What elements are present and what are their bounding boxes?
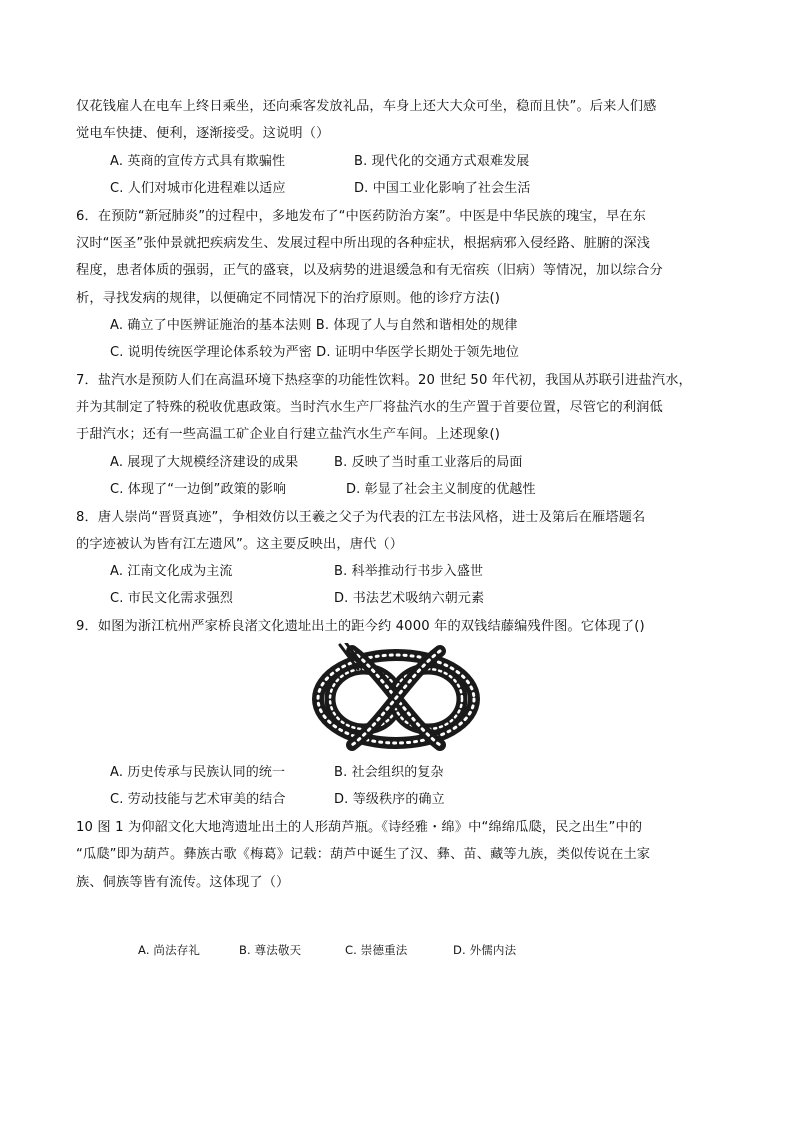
q6-options-ab[interactable]: A. 确立了中医辨证施治的基本法则 B. 体现了人与自然和谐相处的规律 — [110, 318, 518, 333]
q9-option-a[interactable]: A. 历史传承与民族认同的统一 — [110, 765, 286, 780]
knot-strands — [318, 643, 474, 745]
q6-options-cd[interactable]: C. 说明传统医学理论体系较为严密 D. 证明中华医学长期处于领先地位 — [110, 345, 519, 360]
q5-option-c[interactable]: C. 人们对城市化进程难以适应 — [110, 181, 286, 196]
q5-option-d[interactable]: D. 中国工业化影响了社会生活 — [354, 181, 531, 196]
q5-option-b[interactable]: B. 现代化的交通方式艰难发展 — [354, 154, 530, 169]
q7-stem-line-2: 并为其制定了特殊的税收优惠政策。当时汽水生产厂将盐汽水的生产置于首要位置，尽管它的利润低 — [76, 400, 663, 415]
q5-stem-line-2: 觉电车快捷、便利，逐渐接受。这说明（） — [76, 126, 330, 141]
q10-option-d[interactable]: D. 外儒内法 — [453, 943, 517, 957]
q8-option-b[interactable]: B. 科举推动行书步入盛世 — [334, 564, 484, 579]
q8-option-a[interactable]: A. 江南文化成为主流 — [110, 564, 233, 579]
q6-stem-line-4: 析，寻找发病的规律，以便确定不同情况下的治疗原则。他的诊疗方法() — [76, 291, 501, 306]
q10-stem-line-1: 10 图 1 为仰韶文化大地湾遗址出土的人形葫芦瓶。《诗经雅・绵》中“绵绵瓜瓞，民之出生”中的 — [76, 820, 643, 835]
q9-option-b[interactable]: B. 社会组织的复杂 — [334, 765, 444, 780]
q8-stem-line-1: 8．唐人崇尚“晋贤真迹”，争相效仿以王羲之父子为代表的江左书法风格，进士及第后在雁塔题名 — [76, 510, 646, 525]
q10-option-a[interactable]: A. 尚法存礼 — [138, 943, 201, 957]
q6-stem-line-1: 6．在预防“新冠肺炎”的过程中，多地发布了“中医药防治方案”。中医是中华民族的瑰宝，早在东 — [76, 209, 646, 224]
q10-option-c[interactable]: C. 崇德重法 — [345, 943, 408, 957]
q7-option-b[interactable]: B. 反映了当时重工业落后的局面 — [334, 455, 523, 470]
q9-option-d[interactable]: D. 等级秩序的确立 — [334, 792, 445, 807]
q8-stem-line-2: 的字迹被认为皆有江左遗风”。这主要反映出，唐代（） — [76, 537, 404, 552]
q5-stem-line-1: 仅花钱雇人在电车上终日乘坐，还向乘客发放礼品，车身上还大大众可坐，稳而且快”。后来人们感 — [76, 99, 657, 114]
q7-stem-line-3: 于甜汽水；还有一些高温工矿企业自行建立盐汽水生产车间。上述现象() — [76, 427, 501, 442]
q6-stem-line-2: 汉时“医圣”张仲景就把疾病发生、发展过程中所出现的各种症状，根据病邪入侵经路、脏腑的深浅 — [76, 236, 651, 251]
q7-stem-line-1: 7．盐汽水是预防人们在高温环境下热痉挛的功能性饮料。20 世纪 50 年代初，我国从苏联引进盐汽水， — [76, 373, 692, 388]
q7-option-a[interactable]: A. 展现了大规模经济建设的成果 — [110, 455, 299, 470]
q10-option-b[interactable]: B. 尊法敬天 — [239, 943, 302, 957]
q10-stem-line-3: 族、侗族等皆有流传。这体现了（） — [76, 875, 290, 890]
double-coin-knot-illustration — [312, 643, 480, 751]
q8-option-c[interactable]: C. 市民文化需求强烈 — [110, 591, 233, 606]
q8-option-d[interactable]: D. 书法艺术吸纳六朝元素 — [334, 591, 485, 606]
q10-stem-line-2: “瓜瓞”即为葫芦。彝族古歌《梅葛》记载：葫芦中诞生了汉、彝、苗、藏等九族，类似传说在土家 — [76, 847, 651, 862]
q7-option-c[interactable]: C. 体现了“一边倒”政策的影响 — [110, 482, 287, 497]
q6-stem-line-3: 程度，患者体质的强弱，正气的盛衰，以及病势的进退缓急和有无宿疾（旧病）等情况，加以综合分 — [76, 263, 663, 278]
q7-option-d[interactable]: D. 彰显了社会主义制度的优越性 — [346, 482, 536, 497]
q9-stem-line-1: 9．如图为浙江杭州严家桥良渚文化遗址出土的距今约 4000 年的双钱结藤编残件图。它体现了() — [76, 619, 645, 634]
q9-option-c[interactable]: C. 劳动技能与艺术审美的结合 — [110, 792, 286, 807]
q5-option-a[interactable]: A. 英商的宣传方式具有欺骗性 — [110, 154, 286, 169]
